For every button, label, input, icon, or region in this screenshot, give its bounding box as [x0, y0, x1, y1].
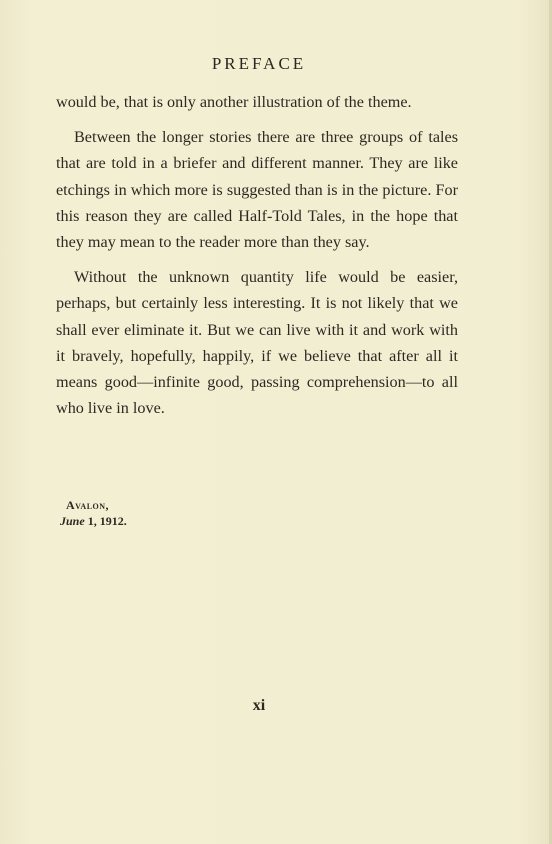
page-number: xi: [252, 697, 266, 714]
signature-date-month: June: [60, 514, 85, 528]
running-head: PREFACE: [211, 54, 307, 73]
paragraph: Without the unknown quantity life would be easier, perhaps, but certainly less interesting. It is not likely that we shall ever eliminate it. But we can live with it and work with it bravely, hopefully, happily, if we believe that after all it means good—infinite good, passing comprehension—to all who live in love.: [56, 268, 458, 418]
paragraph: Between the longer stories there are three groups of tales that are told in a briefer and different manner. They are like etchings in which more is suggested than is in the picture. For this reason they are called Half-Told Tales, in the hope that they may mean to the reader more than they say.: [56, 128, 458, 252]
signature-block: [60, 497, 127, 529]
body-text: [56, 89, 458, 430]
paragraph-continuation: would be, that is only another illustration of the theme.: [56, 93, 412, 111]
signature-date-rest: 1, 1912.: [84, 514, 127, 528]
signature-date: [60, 513, 127, 529]
signature-place: Avalon,: [66, 498, 110, 512]
